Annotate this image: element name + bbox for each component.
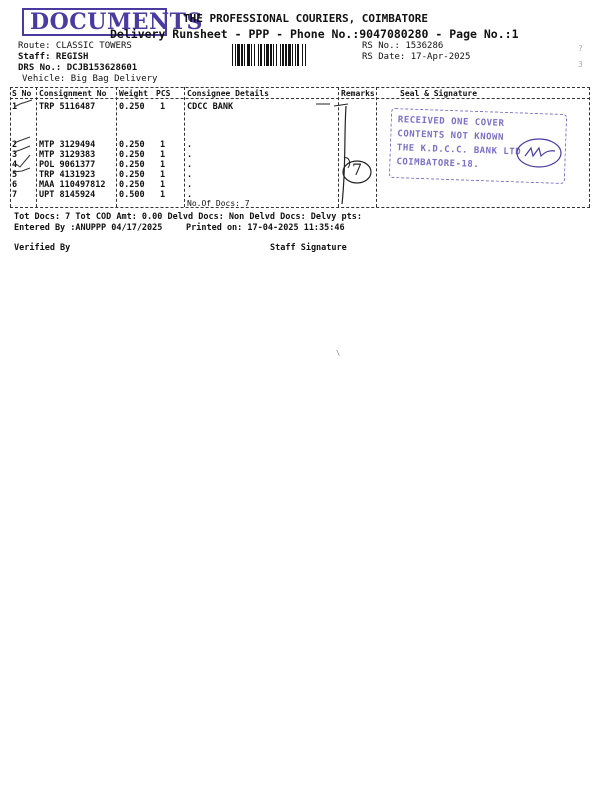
barcode-bar [295,44,296,66]
barcode-bar [280,44,281,66]
scan-speck: \ [336,349,341,357]
col-remarks: Remarks [341,89,375,98]
col-sno: S No [12,89,32,98]
barcode-bar [285,44,287,66]
row-pcs: 1 [160,170,166,180]
barcode-bar [266,44,269,66]
row-consignee: . [187,170,193,180]
row-consignee: . [187,160,193,170]
row-weight: 0.250 [119,160,145,170]
barcode-bar [247,44,250,66]
row-weight: 0.250 [119,170,145,180]
barcode-bar [297,44,299,66]
seal-line: CONTENTS NOT KNOWN [397,129,505,143]
barcode-bar [232,44,233,66]
barcode-bar [270,44,272,66]
barcode-bar [288,44,291,66]
company-name: THE PROFESSIONAL COURIERS, COIMBATORE [183,12,429,25]
row-consignment: MAA 110497812 [39,180,106,190]
row-pcs: 1 [160,160,166,170]
barcode-bar [254,44,255,66]
route-label: Route: CLASSIC TOWERS [18,41,132,51]
row-weight: 0.250 [119,150,145,160]
row-sno: 5 [12,170,18,180]
handwritten-ticks [10,95,40,185]
row-sno: 2 [12,140,18,150]
barcode [232,44,352,66]
row-consignment: MTP 3129494 [39,140,96,150]
row-sno: 7 [12,190,18,200]
barcode-bar [292,44,293,66]
col-weight: Weight [119,89,148,98]
verified-by: Verified By [14,243,71,253]
col-consignment: Consignment No [39,89,107,98]
row-weight: 0.250 [119,102,145,112]
row-consignment: POL 9061377 [39,160,96,170]
barcode-bar [260,44,262,66]
vehicle-label: Vehicle: Big Bag Delivery [22,74,158,84]
row-consignment: UPT 8145924 [39,190,96,200]
barcode-bar [251,44,252,66]
row-weight: 0.250 [119,140,145,150]
runsheet-title: Delivery Runsheet - PPP - Phone No.:9047080280 - Page No.:1 [110,27,519,41]
documents-stamp-text: DOCUMENTS [30,9,203,35]
row-consignment: TRP 5116487 [39,102,96,112]
row-sno: 1 [12,102,18,112]
row-consignee: . [187,180,193,190]
staff-signature: Staff Signature [270,243,347,253]
barcode-bar [302,44,303,66]
row-consignee: . [187,150,193,160]
barcode-bar [235,44,236,66]
seal-line: RECEIVED ONE COVER [397,115,505,129]
printed-on: Printed on: 17-04-2025 11:35:46 [186,223,345,233]
rs-date: RS Date: 17-Apr-2025 [362,52,471,62]
row-pcs: 1 [160,150,166,160]
row-sno: 3 [12,150,18,160]
barcode-bar [258,44,259,66]
col-pcs: PCS [156,89,171,98]
barcode-bar [241,44,243,66]
row-pcs: 1 [160,190,166,200]
row-consignee: CDCC BANK [187,102,234,112]
signature-mark [515,136,565,170]
row-pcs: 1 [160,102,166,112]
rs-number: RS No.: 1536286 [362,41,444,51]
barcode-bar [276,44,277,66]
barcode-bar [237,44,240,66]
seal-line: THE K.D.C.C. BANK LTD [396,143,522,158]
margin-mark-1: ? [578,44,583,53]
totals-line: Tot Docs: 7 Tot COD Amt: 0.00 Delvd Docs: Non Delvd Docs: Delvy pts: [14,212,362,222]
col-seal: Seal & Signature [400,89,478,98]
barcode-bar [264,44,265,66]
seal-line: COIMBATORE-18. [396,157,480,171]
row-sno: 6 [12,180,18,190]
drs-number: DRS No.: DCJB153628601 [18,63,138,73]
barcode-bar [282,44,284,66]
col-consignee: Consignee Details [187,89,269,98]
row-consignment: MTP 3129383 [39,150,96,160]
no-of-docs: No.Of Docs: 7 [187,199,250,208]
row-pcs: 1 [160,180,166,190]
row-consignment: TRP 4131923 [39,170,96,180]
row-weight: 0.500 [119,190,145,200]
row-sno: 4 [12,160,18,170]
barcode-bar [273,44,274,66]
margin-mark-2: 3 [578,60,583,69]
row-consignee: . [187,190,193,200]
staff-label: Staff: REGISH [18,52,89,62]
entered-by: Entered By :ANUPPP 04/17/2025 [14,223,163,233]
row-pcs: 1 [160,140,166,150]
row-weight: 0.250 [119,180,145,190]
row-consignee: . [187,140,193,150]
remarks-bracket-mark [312,98,382,208]
barcode-bar [305,44,306,66]
remarks-count: 7 [352,160,363,179]
barcode-bar [244,44,245,66]
